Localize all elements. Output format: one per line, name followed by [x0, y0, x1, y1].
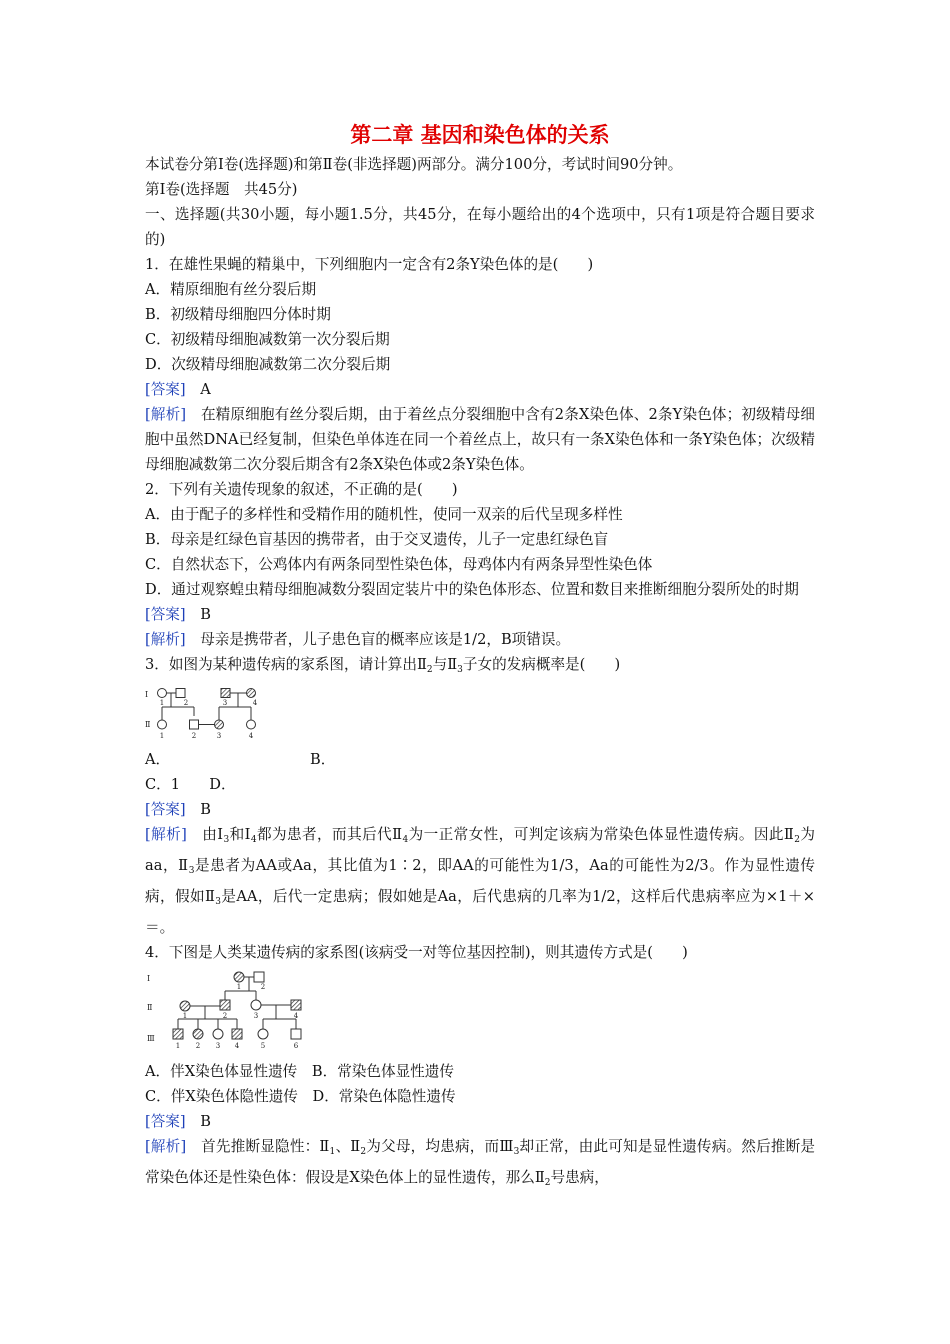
svg-text:4: 4	[248, 732, 254, 740]
pedigree-male-affected	[220, 1000, 230, 1010]
analysis-tag: [解析]	[145, 1138, 187, 1155]
question-3-stem: 3．如图为某种遗传病的家系图，请计算出$Ⅱ_2$与$Ⅱ_3$子女的发病概率是( )	[145, 656, 621, 675]
svg-text:2: 2	[195, 1042, 201, 1050]
svg-text:1: 1	[159, 699, 165, 707]
question-2-stem: 2．下列有关遗传现象的叙述，不正确的是( )	[145, 481, 458, 498]
question-1-answer	[145, 377, 815, 402]
svg-text:1: 1	[182, 1012, 188, 1020]
analysis-text: 在精原细胞有丝分裂后期，由于着丝点分裂细胞中含有2条X染色体、2条Y染色体；初级精母细胞中虽然DNA已经复制，但染色单体连在同一个着丝点上，故只有一条X染色体和一条Y染色体；次级精母细胞减数第二次分裂后期含有2条X染色体或2条Y染色体。	[145, 406, 815, 473]
pedigree-male-normal	[176, 689, 185, 698]
question-3-options-cd	[145, 772, 815, 797]
svg-text:3: 3	[216, 732, 222, 740]
svg-text:2: 2	[191, 732, 197, 740]
pedigree-female-affected	[180, 1001, 190, 1011]
answer-tag: [答案]	[145, 801, 186, 818]
question-1-analysis	[145, 402, 815, 477]
svg-text:1: 1	[236, 983, 242, 991]
answer-value: B	[200, 801, 211, 818]
question-2-option-b: B．母亲是红绿色盲基因的携带者，由于交叉遗传，儿子一定患红绿色盲	[145, 531, 609, 548]
generation-label-2: Ⅱ	[147, 1003, 153, 1012]
pedigree-female-normal	[251, 1000, 261, 1010]
pedigree-female-normal	[158, 720, 167, 729]
svg-text:2: 2	[183, 699, 189, 707]
answer-tag: [答案]	[145, 606, 186, 623]
analysis-text: 母亲是携带者，儿子患色盲的概率应该是1/2，B项错误。	[200, 631, 571, 648]
pedigree-female-affected	[193, 1029, 203, 1039]
svg-text:4: 4	[293, 1012, 299, 1020]
chapter-title: 第二章 基因和染色体的关系	[350, 123, 610, 147]
generation-label-2: Ⅱ	[145, 720, 151, 729]
pedigree-female-normal	[258, 1029, 268, 1039]
question-4-option-d: D．常染色体隐性遗传	[312, 1088, 456, 1105]
answer-tag: [答案]	[145, 1113, 186, 1130]
svg-text:3: 3	[222, 699, 228, 707]
question-3-option-d: D．	[209, 776, 236, 793]
pedigree-female-normal	[247, 720, 256, 729]
question-4-analysis: [解析] 首先推断显隐性：$Ⅱ_1$、$Ⅱ_2$为父母，均患病，而$Ⅲ_3$却正常，由此可知是显性遗传病。然后推断是常染色体还是性染色体：假设是X染色体上的显性遗传，那么$Ⅱ_2$号患病，	[145, 1138, 816, 1188]
pedigree-figure-4	[145, 967, 315, 1053]
question-3-option-b: B．	[310, 751, 336, 768]
generation-label-1: Ⅰ	[145, 690, 149, 699]
svg-text:1: 1	[175, 1042, 181, 1050]
part-heading: 第Ⅰ卷(选择题 共45分)	[145, 181, 298, 198]
question-2-answer	[145, 602, 815, 627]
question-3-option-c: C．1	[145, 776, 181, 793]
question-2-analysis	[145, 627, 815, 652]
pedigree-female-normal	[158, 689, 167, 698]
question-4-answer	[145, 1109, 815, 1134]
question-2-option-c: C．自然状态下，公鸡体内有两条同型性染色体，母鸡体内有两条异型性染色体	[145, 556, 653, 573]
question-3-option-a: A．	[145, 751, 171, 768]
pedigree-female-affected	[215, 720, 224, 729]
pedigree-figure-3	[145, 685, 275, 741]
question-1-stem: 1．在雄性果蝇的精巢中，下列细胞内一定含有2条Y染色体的是( )	[145, 256, 594, 273]
question-3-options-ab	[145, 747, 815, 772]
answer-tag: [答案]	[145, 381, 186, 398]
analysis-tag: [解析]	[145, 826, 187, 843]
pedigree-female-affected	[247, 689, 256, 698]
svg-text:1: 1	[159, 732, 165, 740]
question-4-options-ab	[145, 1059, 815, 1084]
question-1-option-b: B．初级精母细胞四分体时期	[145, 306, 331, 323]
svg-text:5: 5	[260, 1042, 266, 1050]
pedigree-male-affected	[232, 1029, 242, 1039]
question-4-option-a: A．伴X染色体显性遗传	[145, 1063, 298, 1080]
pedigree-male-affected	[291, 1000, 301, 1010]
exam-intro: 本试卷分第Ⅰ卷(选择题)和第Ⅱ卷(非选择题)两部分。满分100分，考试时间90分钟。	[145, 156, 683, 173]
analysis-tag: [解析]	[145, 406, 187, 423]
document-page	[145, 120, 815, 1196]
svg-text:3: 3	[215, 1042, 221, 1050]
section-heading: 一、选择题(共30小题，每小题1.5分，共45分，在每小题给出的4个选项中，只有1项是符合题目要求的)	[145, 206, 815, 248]
analysis-tag: [解析]	[145, 631, 186, 648]
question-2-option-a: A．由于配子的多样性和受精作用的随机性，使同一双亲的后代呈现多样性	[145, 506, 623, 523]
question-3-answer	[145, 797, 815, 822]
svg-text:3: 3	[253, 1012, 259, 1020]
question-1-option-c: C．初级精母细胞减数第一次分裂后期	[145, 331, 390, 348]
answer-value: A	[200, 381, 211, 398]
svg-text:4: 4	[252, 699, 258, 707]
generation-label-3: Ⅲ	[147, 1034, 155, 1043]
pedigree-male-affected	[221, 689, 230, 698]
question-4-stem: 4．下图是人类某遗传病的家系图(该病受一对等位基因控制)，则其遗传方式是( )	[145, 944, 688, 961]
svg-text:2: 2	[222, 1012, 228, 1020]
answer-value: B	[200, 1113, 211, 1130]
question-1-option-a: A．精原细胞有丝分裂后期	[145, 281, 317, 298]
question-2-option-d: D．通过观察蝗虫精母细胞减数分裂固定装片中的染色体形态、位置和数目来推断细胞分裂所处的时期	[145, 581, 799, 598]
generation-label-1: Ⅰ	[147, 974, 151, 983]
pedigree-female-affected	[234, 972, 244, 982]
question-4-option-b: B．常染色体显性遗传	[311, 1063, 454, 1080]
pedigree-male-normal	[190, 720, 199, 729]
question-4-option-c: C．伴X染色体隐性遗传	[145, 1088, 298, 1105]
pedigree-female-normal	[213, 1029, 223, 1039]
answer-value: B	[200, 606, 211, 623]
svg-text:2: 2	[260, 983, 266, 991]
pedigree-male-normal	[254, 972, 264, 982]
question-3-analysis: [解析] 由$Ⅰ_3$和$Ⅰ_4$都为患者，而其后代$Ⅱ_4$为一正常女性，可判定该病为常染色体显性遗传病。因此$Ⅱ_2$为aa，$Ⅱ_3$是患者为AA或Aa，其比值为1∶2，即AA的可能性为1/3，Aa的可能性为2/3。作为显性遗传病，假如$Ⅱ_3$是AA，后代一定患病；假如她是Aa，后代患病的几率为1/2，这样后代患病率应为×1＋×＝。	[145, 826, 816, 936]
pedigree-male-affected	[173, 1029, 183, 1039]
svg-text:4: 4	[234, 1042, 240, 1050]
question-4-options-cd	[145, 1084, 815, 1109]
svg-text:6: 6	[293, 1042, 299, 1050]
question-1-option-d: D．次级精母细胞减数第二次分裂后期	[145, 356, 391, 373]
pedigree-male-normal	[291, 1029, 301, 1039]
